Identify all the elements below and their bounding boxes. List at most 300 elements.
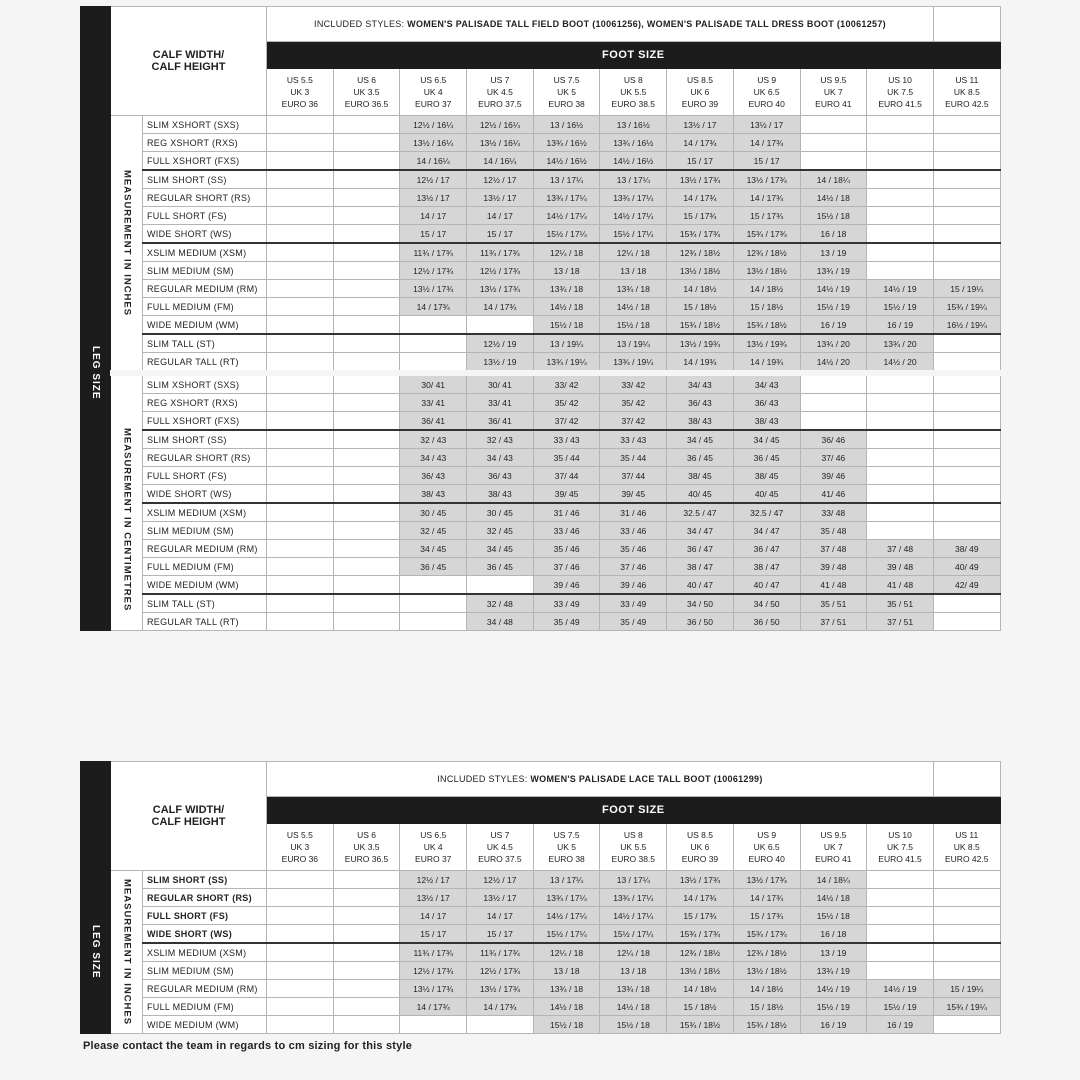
- calf-measurement-cell: [933, 594, 1000, 613]
- size-us: US 6: [357, 75, 376, 85]
- calf-measurement-cell: 15½ / 19: [867, 998, 934, 1016]
- size-uk: UK 8.5: [953, 842, 980, 852]
- calf-measurement-cell: 15½ / 18: [600, 1016, 667, 1034]
- calf-measurement-cell: 16½ / 19¼: [933, 316, 1000, 335]
- calf-measurement-cell: [267, 925, 334, 944]
- calf-measurement-cell: 36 / 47: [667, 540, 734, 558]
- calf-measurement-cell: 13¾ / 17¼: [600, 889, 667, 907]
- calf-measurement-cell: 15½ / 17¼: [533, 925, 600, 944]
- calf-measurement-cell: 39/ 46: [800, 467, 867, 485]
- calf-measurement-cell: 37 / 46: [600, 558, 667, 576]
- calf-measurement-cell: 38/ 43: [467, 485, 534, 504]
- calf-measurement-cell: 13½ / 17¾: [733, 170, 800, 189]
- calf-measurement-cell: 13¾ / 17¼: [533, 189, 600, 207]
- size-row: [81, 170, 1001, 189]
- calf-measurement-cell: [867, 394, 934, 412]
- measurement-unit-band: [111, 373, 143, 631]
- calf-measurement-cell: [933, 134, 1000, 152]
- calf-measurement-cell: 13½ / 18½: [733, 962, 800, 980]
- calf-measurement-cell: [267, 943, 334, 962]
- size-euro: EURO 38: [548, 99, 585, 109]
- size-us: US 8.5: [686, 75, 713, 85]
- calf-measurement-cell: [267, 594, 334, 613]
- calf-measurement-cell: 15½ / 18: [533, 316, 600, 335]
- calf-measurement-cell: [933, 925, 1000, 944]
- calf-measurement-cell: 13 / 18: [600, 962, 667, 980]
- calf-measurement-cell: 15 / 17: [467, 225, 534, 244]
- calf-size-label: REGULAR SHORT (RS): [143, 889, 267, 907]
- calf-measurement-cell: 34 / 45: [667, 430, 734, 449]
- size-table-1: [80, 6, 1001, 631]
- calf-measurement-cell: 15 / 17: [400, 925, 467, 944]
- calf-measurement-cell: 34 / 47: [667, 522, 734, 540]
- calf-measurement-cell: [933, 412, 1000, 431]
- calf-measurement-cell: 11¾ / 17¾: [467, 243, 534, 262]
- calf-size-label: SLIM XSHORT (SXS): [143, 116, 267, 134]
- calf-measurement-cell: [333, 889, 400, 907]
- calf-measurement-cell: 40 / 47: [667, 576, 734, 595]
- calf-measurement-cell: 15½ / 18: [533, 1016, 600, 1034]
- included-styles-prefix: INCLUDED STYLES:: [437, 774, 528, 784]
- calf-measurement-cell: 14½ / 19: [867, 280, 934, 298]
- calf-measurement-cell: 13¾ / 19¼: [533, 353, 600, 374]
- foot-size-column-header: [467, 69, 534, 116]
- calf-measurement-cell: [267, 558, 334, 576]
- size-row: [81, 1016, 1001, 1034]
- size-row: [81, 449, 1001, 467]
- calf-measurement-cell: 37/ 42: [533, 412, 600, 431]
- calf-measurement-cell: 13½ / 18½: [733, 262, 800, 280]
- calf-measurement-cell: 15¾ / 17¾: [733, 925, 800, 944]
- calf-measurement-cell: 38/ 43: [733, 412, 800, 431]
- size-us: US 7.5: [553, 830, 580, 840]
- calf-measurement-cell: 39/ 45: [533, 485, 600, 504]
- calf-measurement-cell: 39 / 46: [600, 576, 667, 595]
- calf-measurement-cell: 12¾ / 18½: [667, 943, 734, 962]
- calf-measurement-cell: 13 / 16½: [600, 116, 667, 134]
- calf-measurement-cell: 38/ 49: [933, 540, 1000, 558]
- calf-measurement-cell: 15¾ / 18½: [733, 316, 800, 335]
- calf-measurement-cell: 34 / 45: [467, 540, 534, 558]
- calf-measurement-cell: 13½ / 16¼: [400, 134, 467, 152]
- foot-size-column-header: [800, 824, 867, 871]
- calf-measurement-cell: 37 / 48: [867, 540, 934, 558]
- calf-measurement-cell: [933, 467, 1000, 485]
- calf-size-label: FULL XSHORT (FXS): [143, 152, 267, 171]
- calf-measurement-cell: 39 / 48: [800, 558, 867, 576]
- calf-measurement-cell: 39/ 45: [600, 485, 667, 504]
- foot-size-column-header: [333, 824, 400, 871]
- calf-measurement-cell: [933, 225, 1000, 244]
- calf-measurement-cell: 14½ / 20: [867, 353, 934, 374]
- calf-measurement-cell: 36/ 46: [800, 430, 867, 449]
- calf-measurement-cell: [333, 522, 400, 540]
- size-us: US 5.5: [286, 830, 313, 840]
- calf-measurement-cell: 14 / 18½: [733, 280, 800, 298]
- calf-measurement-cell: 15½ / 19: [800, 298, 867, 316]
- size-row: [81, 262, 1001, 280]
- calf-measurement-cell: 32 / 45: [400, 522, 467, 540]
- calf-header-label: CALF WIDTH/ CALF HEIGHT: [151, 49, 226, 73]
- calf-measurement-cell: 13 / 17¼: [533, 170, 600, 189]
- calf-measurement-cell: 15½ / 18: [800, 207, 867, 225]
- calf-measurement-cell: [867, 430, 934, 449]
- calf-measurement-cell: [800, 373, 867, 394]
- calf-measurement-cell: 15½ / 18: [800, 907, 867, 925]
- calf-measurement-cell: 15¾ / 17¾: [667, 225, 734, 244]
- size-euro: EURO 36: [281, 99, 319, 109]
- calf-measurement-cell: 15¾ / 18½: [733, 1016, 800, 1034]
- calf-measurement-cell: 13½ / 17: [667, 116, 734, 134]
- calf-measurement-cell: [267, 522, 334, 540]
- calf-measurement-cell: 35 / 46: [533, 540, 600, 558]
- calf-size-label: XSLIM MEDIUM (XSM): [143, 943, 267, 962]
- size-euro: EURO 41: [815, 854, 852, 864]
- calf-measurement-cell: 37/ 46: [800, 449, 867, 467]
- size-row: [81, 189, 1001, 207]
- calf-size-label: XSLIM MEDIUM (XSM): [143, 503, 267, 522]
- calf-measurement-cell: [333, 613, 400, 631]
- calf-measurement-cell: 14½ / 18: [533, 298, 600, 316]
- measurement-unit-label: MEASUREMENT IN INCHES: [121, 169, 133, 317]
- calf-measurement-cell: 12½ / 17: [467, 871, 534, 889]
- calf-measurement-cell: [867, 152, 934, 171]
- calf-measurement-cell: 14 / 17: [467, 207, 534, 225]
- calf-measurement-cell: 12¼ / 18: [600, 943, 667, 962]
- calf-measurement-cell: 36 / 45: [667, 449, 734, 467]
- foot-size-column-header: [533, 824, 600, 871]
- header-strip: [81, 762, 111, 871]
- calf-measurement-cell: 13½ / 17¾: [467, 980, 534, 998]
- calf-measurement-cell: 32.5 / 47: [733, 503, 800, 522]
- calf-measurement-cell: 14 / 18½: [667, 280, 734, 298]
- calf-measurement-cell: [333, 594, 400, 613]
- calf-measurement-cell: 30 / 45: [400, 503, 467, 522]
- calf-measurement-cell: [333, 943, 400, 962]
- calf-size-label: SLIM TALL (ST): [143, 594, 267, 613]
- calf-measurement-cell: 34 / 45: [400, 540, 467, 558]
- header-blank-cell: [933, 762, 1000, 797]
- calf-measurement-cell: 15½ / 17¼: [533, 225, 600, 244]
- calf-measurement-cell: [267, 316, 334, 335]
- size-uk: UK 5: [557, 842, 577, 852]
- calf-measurement-cell: [333, 189, 400, 207]
- size-euro: EURO 41.5: [878, 854, 922, 864]
- calf-measurement-cell: [333, 576, 400, 595]
- included-styles: [267, 7, 934, 42]
- calf-measurement-cell: [933, 152, 1000, 171]
- calf-size-label: SLIM MEDIUM (SM): [143, 962, 267, 980]
- foot-size-column-header: [400, 69, 467, 116]
- calf-size-label: FULL SHORT (FS): [143, 467, 267, 485]
- calf-measurement-cell: 13 / 19: [800, 243, 867, 262]
- calf-measurement-cell: 12¼ / 18: [600, 243, 667, 262]
- calf-measurement-cell: 38/ 45: [667, 467, 734, 485]
- calf-measurement-cell: [333, 334, 400, 353]
- size-us: US 11: [955, 75, 979, 85]
- calf-measurement-cell: [867, 134, 934, 152]
- calf-measurement-cell: 13¾ / 19¼: [600, 353, 667, 374]
- calf-measurement-cell: 12½ / 17: [467, 170, 534, 189]
- calf-measurement-cell: 32 / 43: [400, 430, 467, 449]
- calf-measurement-cell: 16 / 19: [867, 316, 934, 335]
- calf-measurement-cell: 12¾ / 18½: [733, 943, 800, 962]
- size-uk: UK 3.5: [353, 842, 380, 852]
- calf-size-label: WIDE SHORT (WS): [143, 225, 267, 244]
- calf-measurement-cell: 13½ / 18½: [667, 262, 734, 280]
- calf-measurement-cell: [333, 134, 400, 152]
- calf-size-label: SLIM SHORT (SS): [143, 430, 267, 449]
- size-us: US 7.5: [553, 75, 580, 85]
- calf-measurement-cell: 40/ 45: [667, 485, 734, 504]
- calf-measurement-cell: [267, 134, 334, 152]
- calf-measurement-cell: [333, 207, 400, 225]
- size-row: [81, 207, 1001, 225]
- calf-measurement-cell: [867, 871, 934, 889]
- foot-size-column-header: [533, 69, 600, 116]
- calf-measurement-cell: 13 / 17¼: [600, 871, 667, 889]
- calf-size-label: REGULAR TALL (RT): [143, 353, 267, 374]
- calf-measurement-cell: [400, 316, 467, 335]
- calf-measurement-cell: 15 / 17¾: [667, 207, 734, 225]
- calf-measurement-cell: [933, 353, 1000, 374]
- size-row: [81, 998, 1001, 1016]
- calf-size-label: SLIM MEDIUM (SM): [143, 262, 267, 280]
- size-row: [81, 594, 1001, 613]
- calf-measurement-cell: 40 / 47: [733, 576, 800, 595]
- measurement-unit-band: [111, 116, 143, 374]
- calf-measurement-cell: 33/ 42: [600, 373, 667, 394]
- calf-measurement-cell: [933, 943, 1000, 962]
- foot-size-column-header: [600, 69, 667, 116]
- size-uk: UK 3.5: [353, 87, 380, 97]
- foot-size-column-header: [267, 824, 334, 871]
- size-uk: UK 6.5: [753, 842, 780, 852]
- calf-measurement-cell: [333, 353, 400, 374]
- calf-measurement-cell: 15¾ / 19¼: [933, 298, 1000, 316]
- calf-measurement-cell: [333, 394, 400, 412]
- calf-width-height-header: [111, 762, 267, 871]
- calf-measurement-cell: 13 / 18: [600, 262, 667, 280]
- calf-measurement-cell: 14 / 17¾: [733, 889, 800, 907]
- calf-measurement-cell: [267, 1016, 334, 1034]
- calf-measurement-cell: 31 / 46: [600, 503, 667, 522]
- calf-measurement-cell: 14 / 17¾: [733, 134, 800, 152]
- calf-measurement-cell: 14½ / 17¼: [533, 207, 600, 225]
- size-uk: UK 8.5: [953, 87, 980, 97]
- size-row: [81, 225, 1001, 244]
- calf-measurement-cell: [333, 485, 400, 504]
- calf-measurement-cell: 13½ / 19¾: [733, 334, 800, 353]
- calf-size-label: FULL XSHORT (FXS): [143, 412, 267, 431]
- calf-size-label: SLIM SHORT (SS): [143, 170, 267, 189]
- calf-measurement-cell: [267, 980, 334, 998]
- foot-size-column-header: [733, 824, 800, 871]
- calf-measurement-cell: [333, 298, 400, 316]
- size-row: [81, 540, 1001, 558]
- calf-measurement-cell: 35 / 51: [800, 594, 867, 613]
- calf-measurement-cell: 35/ 42: [533, 394, 600, 412]
- size-us: US 10: [888, 830, 912, 840]
- foot-size-column-header: [933, 824, 1000, 871]
- calf-measurement-cell: [933, 334, 1000, 353]
- calf-measurement-cell: 15 / 17: [733, 152, 800, 171]
- calf-measurement-cell: [333, 116, 400, 134]
- calf-measurement-cell: 36 / 50: [667, 613, 734, 631]
- calf-measurement-cell: 14½ / 16½: [600, 152, 667, 171]
- calf-measurement-cell: 14½ / 18: [533, 998, 600, 1016]
- calf-measurement-cell: 15 / 18½: [667, 298, 734, 316]
- foot-size-column-header: [400, 824, 467, 871]
- size-us: US 11: [955, 830, 979, 840]
- calf-size-label: FULL MEDIUM (FM): [143, 998, 267, 1016]
- calf-measurement-cell: 37/ 44: [600, 467, 667, 485]
- calf-measurement-cell: 13½ / 19¾: [667, 334, 734, 353]
- size-us: US 9.5: [820, 75, 847, 85]
- calf-measurement-cell: 13½ / 17: [467, 189, 534, 207]
- calf-measurement-cell: 15 / 19¼: [933, 280, 1000, 298]
- calf-measurement-cell: 13½ / 17: [400, 189, 467, 207]
- calf-measurement-cell: 36 / 50: [733, 613, 800, 631]
- included-styles-names: WOMEN'S PALISADE LACE TALL BOOT (10061299): [530, 774, 763, 784]
- calf-measurement-cell: 14 / 19¾: [733, 353, 800, 374]
- calf-measurement-cell: [867, 116, 934, 134]
- calf-measurement-cell: 35/ 42: [600, 394, 667, 412]
- size-us: US 6.5: [420, 75, 447, 85]
- size-row: [81, 503, 1001, 522]
- calf-measurement-cell: 13¾ / 19: [800, 962, 867, 980]
- leg-size-band: [81, 871, 111, 1034]
- calf-measurement-cell: 14 / 17¾: [467, 298, 534, 316]
- calf-measurement-cell: 33/ 48: [800, 503, 867, 522]
- measurement-unit-label: MEASUREMENT IN INCHES: [121, 878, 133, 1026]
- calf-measurement-cell: [333, 503, 400, 522]
- calf-size-label: REGULAR MEDIUM (RM): [143, 540, 267, 558]
- calf-measurement-cell: 34 / 43: [467, 449, 534, 467]
- calf-measurement-cell: [267, 189, 334, 207]
- calf-measurement-cell: 30/ 41: [400, 373, 467, 394]
- size-row: [81, 907, 1001, 925]
- calf-measurement-cell: 13¾ / 20: [800, 334, 867, 353]
- size-row: [81, 353, 1001, 374]
- calf-measurement-cell: [333, 225, 400, 244]
- calf-measurement-cell: [867, 962, 934, 980]
- calf-measurement-cell: [933, 430, 1000, 449]
- calf-measurement-cell: [933, 116, 1000, 134]
- calf-measurement-cell: 14 / 16¼: [467, 152, 534, 171]
- calf-measurement-cell: 35 / 49: [600, 613, 667, 631]
- calf-measurement-cell: [400, 1016, 467, 1034]
- calf-measurement-cell: [267, 871, 334, 889]
- calf-measurement-cell: [867, 522, 934, 540]
- calf-size-label: XSLIM MEDIUM (XSM): [143, 243, 267, 262]
- calf-measurement-cell: 12½ / 17: [400, 871, 467, 889]
- size-row: [81, 962, 1001, 980]
- calf-measurement-cell: 36/ 41: [400, 412, 467, 431]
- calf-measurement-cell: 36 / 47: [733, 540, 800, 558]
- calf-measurement-cell: 36 / 45: [467, 558, 534, 576]
- included-styles-names: WOMEN'S PALISADE TALL FIELD BOOT (10061256), WOMEN'S PALISADE TALL DRESS BOOT (10061257): [407, 19, 886, 29]
- calf-measurement-cell: [267, 373, 334, 394]
- calf-measurement-cell: 15 / 19¼: [933, 980, 1000, 998]
- calf-measurement-cell: [333, 430, 400, 449]
- calf-measurement-cell: 37 / 46: [533, 558, 600, 576]
- calf-measurement-cell: 13 / 18: [533, 962, 600, 980]
- calf-measurement-cell: [800, 394, 867, 412]
- calf-measurement-cell: [933, 243, 1000, 262]
- calf-measurement-cell: 33/ 42: [533, 373, 600, 394]
- calf-measurement-cell: 15 / 17¾: [667, 907, 734, 925]
- calf-measurement-cell: 37 / 48: [800, 540, 867, 558]
- calf-measurement-cell: 33 / 43: [600, 430, 667, 449]
- size-uk: UK 7: [823, 842, 843, 852]
- calf-measurement-cell: 34 / 47: [733, 522, 800, 540]
- calf-measurement-cell: 14 / 17: [400, 907, 467, 925]
- calf-measurement-cell: [400, 353, 467, 374]
- calf-measurement-cell: [267, 485, 334, 504]
- measurement-unit-band: [111, 871, 143, 1034]
- calf-measurement-cell: 40/ 49: [933, 558, 1000, 576]
- calf-measurement-cell: [933, 170, 1000, 189]
- calf-size-label: REG XSHORT (RXS): [143, 134, 267, 152]
- calf-measurement-cell: [933, 262, 1000, 280]
- calf-measurement-cell: 32 / 48: [467, 594, 534, 613]
- size-uk: UK 7: [823, 87, 843, 97]
- calf-measurement-cell: 14 / 18¼: [800, 871, 867, 889]
- calf-measurement-cell: [333, 1016, 400, 1034]
- calf-measurement-cell: [333, 412, 400, 431]
- calf-measurement-cell: 36/ 43: [400, 467, 467, 485]
- calf-measurement-cell: [333, 280, 400, 298]
- calf-measurement-cell: 15 / 17¾: [733, 907, 800, 925]
- size-uk: UK 4.5: [486, 87, 513, 97]
- calf-measurement-cell: 14 / 18¼: [800, 170, 867, 189]
- size-uk: UK 5.5: [620, 842, 647, 852]
- calf-measurement-cell: 14 / 17¾: [400, 998, 467, 1016]
- calf-measurement-cell: 33 / 46: [600, 522, 667, 540]
- calf-measurement-cell: [267, 353, 334, 374]
- calf-measurement-cell: [933, 207, 1000, 225]
- calf-measurement-cell: [933, 373, 1000, 394]
- calf-measurement-cell: 37/ 44: [533, 467, 600, 485]
- size-euro: EURO 36: [281, 854, 319, 864]
- size-uk: UK 5.5: [620, 87, 647, 97]
- calf-measurement-cell: [867, 467, 934, 485]
- calf-measurement-cell: 36 / 45: [733, 449, 800, 467]
- calf-measurement-cell: 37 / 51: [867, 613, 934, 631]
- calf-measurement-cell: 11¾ / 17¾: [400, 943, 467, 962]
- size-us: US 10: [888, 75, 912, 85]
- calf-measurement-cell: 13½ / 17¾: [667, 871, 734, 889]
- calf-size-label: FULL MEDIUM (FM): [143, 298, 267, 316]
- calf-measurement-cell: 37 / 51: [800, 613, 867, 631]
- calf-measurement-cell: [267, 298, 334, 316]
- calf-measurement-cell: [933, 889, 1000, 907]
- calf-measurement-cell: 13½ / 17¾: [400, 980, 467, 998]
- size-uk: UK 6: [690, 842, 710, 852]
- calf-measurement-cell: 42/ 49: [933, 576, 1000, 595]
- calf-measurement-cell: 33 / 43: [533, 430, 600, 449]
- calf-measurement-cell: [333, 316, 400, 335]
- included-styles: [267, 762, 934, 797]
- calf-measurement-cell: 32 / 43: [467, 430, 534, 449]
- calf-measurement-cell: 14½ / 18: [800, 189, 867, 207]
- calf-measurement-cell: 12¼ / 18: [533, 943, 600, 962]
- size-table-2: [80, 761, 1001, 1034]
- size-row: [81, 334, 1001, 353]
- calf-measurement-cell: [333, 962, 400, 980]
- foot-size-column-header: [667, 69, 734, 116]
